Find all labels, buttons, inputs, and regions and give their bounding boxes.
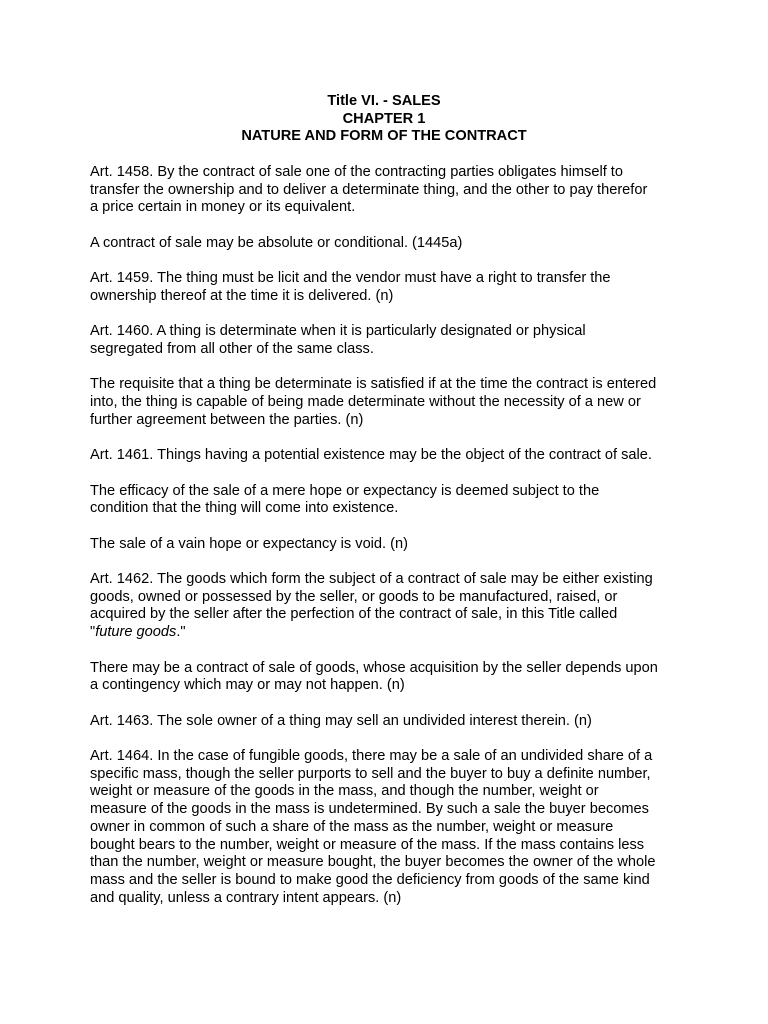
paragraph bbox=[90, 270, 682, 305]
text-line: Art. 1462. The goods which form the subject of a contract of sale may be either existing bbox=[90, 571, 653, 588]
paragraph bbox=[90, 660, 682, 695]
text-line: acquired by the seller after the perfection of the contract of sale, in this Title called bbox=[90, 606, 618, 623]
paragraph bbox=[90, 323, 682, 358]
text-line: a price certain in money or its equivalent. bbox=[90, 199, 356, 216]
text-line: mass and the seller is bound to make good the deficiency from goods of the same kind bbox=[90, 871, 650, 888]
text-line: Art. 1459. The thing must be licit and the vendor must have a right to transfer the bbox=[90, 270, 611, 287]
paragraph bbox=[90, 713, 682, 731]
text-line: Art. 1464. In the case of fungible goods, there may be a sale of an undivided share of a bbox=[90, 748, 653, 765]
text-line: and quality, unless a contrary intent appears. (n) bbox=[90, 889, 402, 906]
text-line: weight or measure of the goods in the mass, and though the number, weight or bbox=[90, 783, 599, 800]
text-line: Art. 1458. By the contract of sale one of the contracting parties obligates himself to bbox=[90, 164, 623, 180]
text-line: Art. 1461. Things having a potential existence may be the object of the contract of sale. bbox=[90, 447, 652, 464]
text-line: than the number, weight or measure bought, the buyer becomes the owner of the whole bbox=[90, 854, 656, 871]
text-line: further agreement between the parties. (n) bbox=[90, 411, 364, 428]
text-line: goods, owned or possessed by the seller, or goods to be manufactured, raised, or bbox=[90, 588, 618, 605]
text-line: specific mass, though the seller purports to sell and the buyer to buy a definite number, bbox=[90, 765, 651, 782]
paragraph bbox=[90, 164, 682, 217]
text-line: condition that the thing will come into existence. bbox=[90, 500, 399, 517]
quote-close: ." bbox=[176, 624, 186, 641]
paragraph bbox=[90, 748, 682, 907]
chapter-heading: CHAPTER 1 bbox=[342, 110, 426, 127]
text-line: a contingency which may or may not happen. (n) bbox=[90, 677, 405, 694]
text-line: segregated from all other of the same class. bbox=[90, 340, 374, 357]
quote-open: " bbox=[90, 624, 96, 641]
text-line: The sale of a vain hope or expectancy is void. (n) bbox=[90, 535, 408, 552]
paragraph bbox=[90, 571, 682, 642]
text-line: There may be a contract of sale of goods, whose acquisition by the seller depends upon bbox=[90, 659, 658, 676]
text-line: The efficacy of the sale of a mere hope or expectancy is deemed subject to the bbox=[90, 482, 600, 499]
chapter-subtitle: NATURE AND FORM OF THE CONTRACT bbox=[241, 128, 527, 144]
text-line: measure of the goods in the mass is undetermined. By such a sale the buyer becomes bbox=[90, 801, 649, 818]
paragraph bbox=[90, 376, 682, 429]
italic-term: future goods bbox=[95, 624, 177, 641]
title-heading: Title VI. - SALES bbox=[327, 93, 441, 109]
text-line: Art. 1460. A thing is determinate when it is particularly designated or physical bbox=[90, 323, 586, 340]
text-line: bought bears to the number, weight or measure of the mass. If the mass contains less bbox=[90, 836, 645, 853]
paragraph bbox=[90, 235, 682, 253]
text-line: Art. 1463. The sole owner of a thing may sell an undivided interest therein. (n) bbox=[90, 712, 592, 729]
text-line: A contract of sale may be absolute or conditional. (1445a) bbox=[90, 234, 463, 251]
text-line: The requisite that a thing be determinate is satisfied if at the time the contract is entered bbox=[90, 376, 657, 393]
document-header bbox=[0, 93, 768, 146]
text-line bbox=[90, 624, 682, 642]
text-line: ownership thereof at the time it is delivered. (n) bbox=[90, 287, 394, 304]
text-line: into, the thing is capable of being made determinate without the necessity of a new or bbox=[90, 394, 641, 411]
paragraph bbox=[90, 447, 682, 465]
paragraph bbox=[90, 536, 682, 554]
text-line: transfer the ownership and to deliver a determinate thing, and the other to pay therefor bbox=[90, 181, 648, 198]
text-line: owner in common of such a share of the mass as the number, weight or measure bbox=[90, 818, 614, 835]
paragraph bbox=[90, 483, 682, 518]
document-body bbox=[90, 164, 682, 925]
